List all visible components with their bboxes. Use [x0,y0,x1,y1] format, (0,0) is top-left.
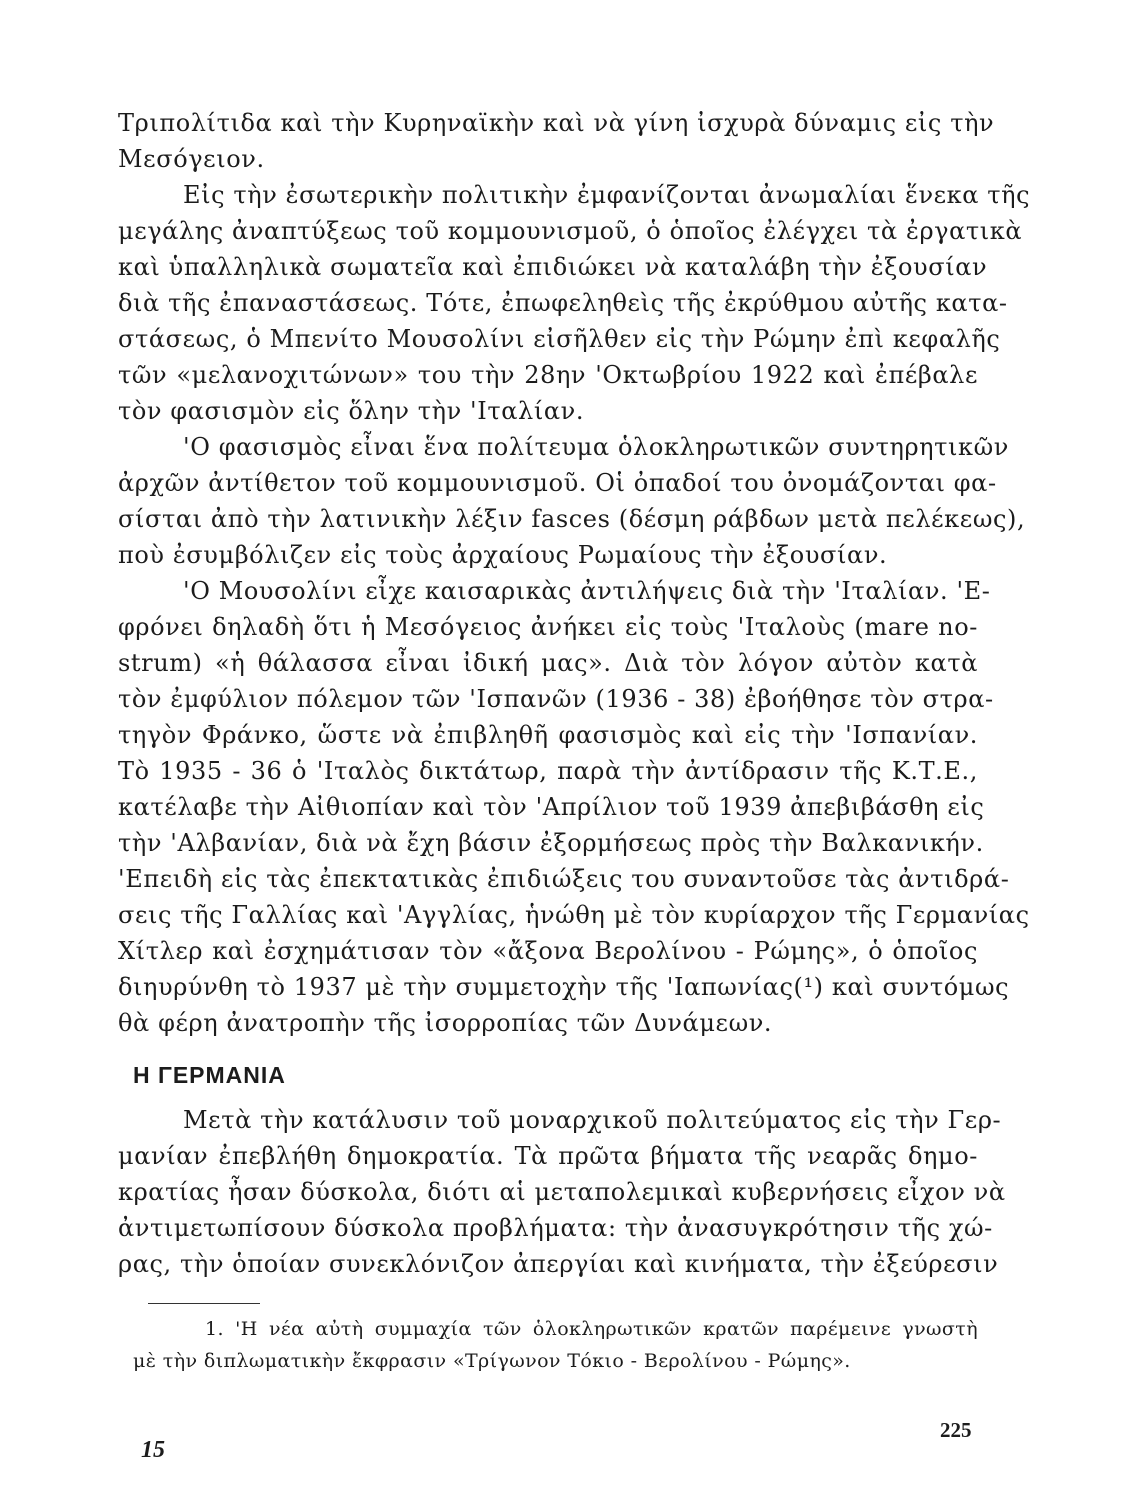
body-line: κατέλαβε τὴν Αἰθιοπίαν καὶ τὸν 'Απρίλιον τοῦ 1939 ἀπεβιβάσθη εἰς [118,793,985,821]
section-line: κρατίας ἦσαν δύσκολα, διότι αἱ μεταπολεμικαὶ κυβερνήσεις εἶχον νὰ [118,1178,1006,1206]
body-line: τῶν «μελανοχιτώνων» του τὴν 28ην 'Οκτωβρίου 1922 καὶ ἐπέβαλε [118,361,978,389]
footnote-divider [148,1303,260,1304]
body-line: τὸν ἐμφύλιον πόλεμον τῶν 'Ισπανῶν (1936 - 38) ἐβοήθησε τὸν στρα- [118,685,994,713]
body-line: σεις τῆς Γαλλίας καὶ 'Αγγλίας, ἡνώθη μὲ τὸν κυρίαρχον τῆς Γερμανίας [118,901,1030,929]
page-number: 225 [940,1418,972,1442]
body-line: ἀρχῶν ἀντίθετον τοῦ κομμουνισμοῦ. Οἱ ὀπαδοί του ὀνομάζονται φα- [118,469,997,497]
body-line: καὶ ὑπαλληλικὰ σωματεῖα καὶ ἐπιδιώκει νὰ καταλάβη τὴν ἐξουσίαν [118,253,988,281]
body-line: τὸν φασισμὸν εἰς ὅλην τὴν 'Ιταλίαν. [118,397,585,425]
signature-mark: 15 [141,1437,165,1463]
body-line: 'Ο Μουσολίνι εἶχε καισαρικὰς ἀντιλήψεις διὰ τὴν 'Ιταλίαν. 'Ε- [183,577,991,605]
body-line: ποὺ ἐσυμβόλιζεν εἰς τοὺς ἀρχαίους Ρωμαίους τὴν ἐξουσίαν. [118,541,888,569]
footnote-line: 1. 'Η νέα αὐτὴ συμμαχία τῶν ὁλοκληρωτικῶν κρατῶν παρέμεινε γνωστὴ [205,1318,978,1340]
section-line: Μετὰ τὴν κατάλυσιν τοῦ μοναρχικοῦ πολιτεύματος εἰς τὴν Γερ- [183,1106,1002,1134]
body-line: σίσται ἀπὸ τὴν λατινικὴν λέξιν fasces (δέσμη ράβδων μετὰ πελέκεως), [118,505,1026,533]
body-line: διηυρύνθη τὸ 1937 μὲ τὴν συμμετοχὴν τῆς 'Ιαπωνίας(¹) καὶ συντόμως [118,973,1010,1001]
section-line: ρας, τὴν ὁποίαν συνεκλόνιζον ἀπεργίαι καὶ κινήματα, τὴν ἐξεύρεσιν [118,1250,999,1278]
body-line: διὰ τῆς ἐπαναστάσεως. Τότε, ἐπωφεληθεὶς τῆς ἐκρύθμου αὐτῆς κατα- [118,289,1008,317]
body-line: μεγάλης ἀναπτύξεως τοῦ κομμουνισμοῦ, ὁ ὁποῖος ἐλέγχει τὰ ἐργατικὰ [118,217,1023,245]
body-line: Τριπολίτιδα καὶ τὴν Κυρηναϊκὴν καὶ νὰ γίνη ἰσχυρὰ δύναμις εἰς τὴν [118,109,995,137]
body-line: 'Επειδὴ εἰς τὰς ἐπεκτατικὰς ἐπιδιώξεις του συναντοῦσε τὰς ἀντιδρά- [118,865,1010,893]
body-line: Χίτλερ καὶ ἐσχημάτισαν τὸν «ἄξονα Βερολίνου - Ρώμης», ὁ ὁποῖος [118,937,978,965]
footnote-line: μὲ τὴν διπλωματικὴν ἔκφρασιν «Τρίγωνον Τόκιο - Βερολίνου - Ρώμης». [133,1350,851,1372]
body-line: στάσεως, ὁ Μπενίτο Μουσολίνι εἰσῆλθεν εἰς τὴν Ρώμην ἐπὶ κεφαλῆς [118,325,1001,353]
body-line: 'Ο φασισμὸς εἶναι ἕνα πολίτευμα ὁλοκληρωτικῶν συντηρητικῶν [183,433,1009,461]
section-line: ἀντιμετωπίσουν δύσκολα προβλήματα: τὴν ἀνασυγκρότησιν τῆς χώ- [118,1214,993,1242]
body-line: θὰ φέρη ἀνατροπὴν τῆς ἰσορροπίας τῶν Δυνάμεων. [118,1009,773,1037]
body-line: Εἰς τὴν ἐσωτερικὴν πολιτικὴν ἐμφανίζονται ἀνωμαλίαι ἕνεκα τῆς [183,181,1031,209]
body-line: φρόνει δηλαδὴ ὅτι ἡ Μεσόγειος ἀνήκει εἰς τοὺς 'Ιταλοὺς (mare no- [118,613,978,641]
body-line: τηγὸν Φράνκο, ὥστε νὰ ἐπιβληθῆ φασισμὸς καὶ εἰς τὴν 'Ισπανίαν. [118,721,978,749]
body-line: Τὸ 1935 - 36 ὁ 'Ιταλὸς δικτάτωρ, παρὰ τὴν ἀντίδρασιν τῆς Κ.Τ.Ε., [118,757,978,785]
body-line: Μεσόγειον. [118,145,265,173]
section-line: μανίαν ἐπεβλήθη δημοκρατία. Τὰ πρῶτα βήματα τῆς νεαρᾶς δημο- [118,1142,978,1170]
section-heading: Η ΓΕΡΜΑΝΙΑ [133,1062,286,1088]
body-line: τὴν 'Αλβανίαν, διὰ νὰ ἔχη βάσιν ἐξορμήσεως πρὸς τὴν Βαλκανικήν. [118,829,984,857]
body-line: strum) «ἡ θάλασσα εἶναι ἰδική μας». Διὰ τὸν λόγον αὐτὸν κατὰ [118,649,978,677]
